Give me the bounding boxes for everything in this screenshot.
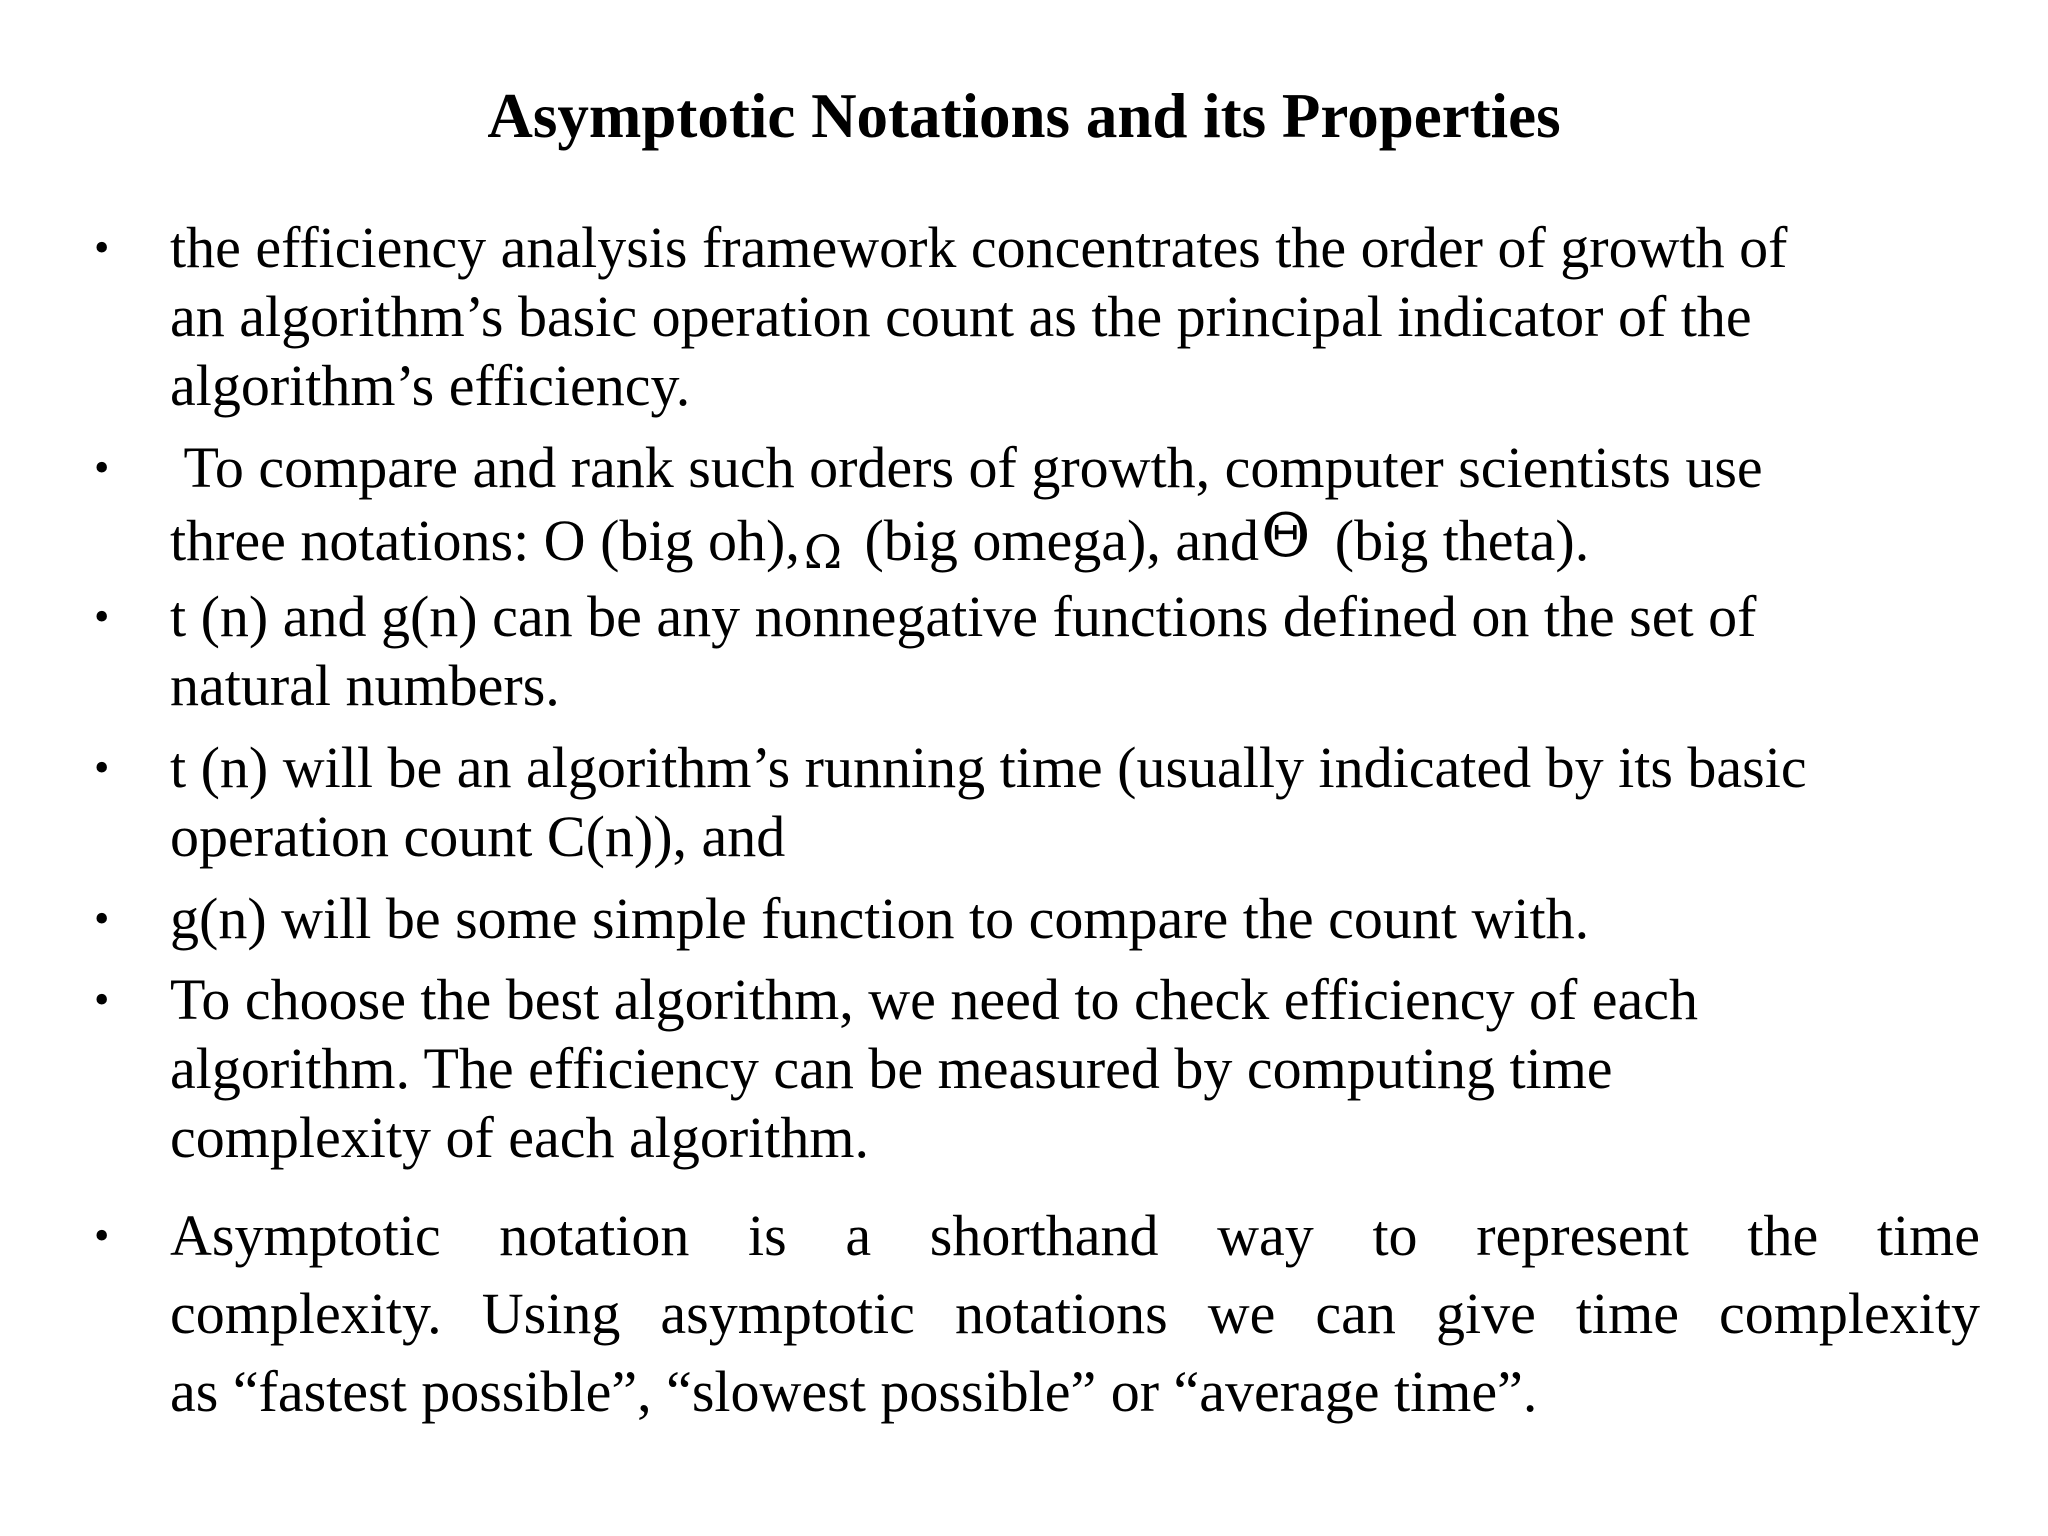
bullet-text-line: g(n) will be some simple function to compare the count with. [170,886,1590,951]
bullet-text-line: To compare and rank such orders of growth, computer scientists use [170,435,1763,500]
bullet-text-line: complexity of each algorithm. [170,1105,870,1170]
bullet-text-line: complexity. Using asymptotic notations we can give time complexity [170,1281,1980,1346]
bullet-item [94,965,1980,1172]
bullet-text-line: as “fastest possible”, “slowest possible” or “average time”. [170,1359,1538,1424]
bullet-text-line: Asymptotic notation is a shorthand way to represent the time [170,1203,1980,1268]
bullet-item [94,582,1980,720]
theta-symbol-icon: Θ [1261,501,1311,571]
bullet-text-line: natural numbers. [170,653,560,718]
bullet-text-line: algorithm. The efficiency can be measured by computing time [170,1036,1613,1101]
bullet-text-line: To choose the best algorithm, we need to check efficiency of each [170,967,1699,1032]
bullet-text-line: algorithm’s efficiency. [170,353,691,418]
bullet-text-line: operation count C(n)), and [170,804,786,869]
bullet-dot: • [94,443,110,492]
bullet-text-line: t (n) and g(n) can be any nonnegative functions defined on the set of [170,584,1757,649]
bullet-text-line: t (n) will be an algorithm’s running time (usually indicated by its basic [170,735,1807,800]
bullet-item [94,213,1980,420]
bullet-item [94,733,1980,871]
bullet-item [94,1197,1980,1431]
omega-symbol-icon: Ω [803,525,842,579]
bullet-dot: • [94,223,110,272]
bullet-dot: • [94,743,110,792]
notation-text: (big theta). [1320,508,1590,573]
notation-text: (big omega), and [849,508,1260,573]
bullet-dot: • [94,592,110,641]
bullet-dot: • [94,894,110,943]
bullet-text-line: the efficiency analysis framework concentrates the order of growth of [170,215,1788,280]
bullet-dot: • [94,1211,110,1260]
bullet-text-line [170,502,1980,587]
bullet-dot: • [94,975,110,1024]
bullet-text-line: an algorithm’s basic operation count as the principal indicator of the [170,284,1752,349]
bullet-item [94,433,1980,587]
notation-text: three notations: O (big oh), [170,508,800,573]
bullet-item [94,884,1980,953]
slide-title: Asymptotic Notations and its Properties [487,81,1561,151]
